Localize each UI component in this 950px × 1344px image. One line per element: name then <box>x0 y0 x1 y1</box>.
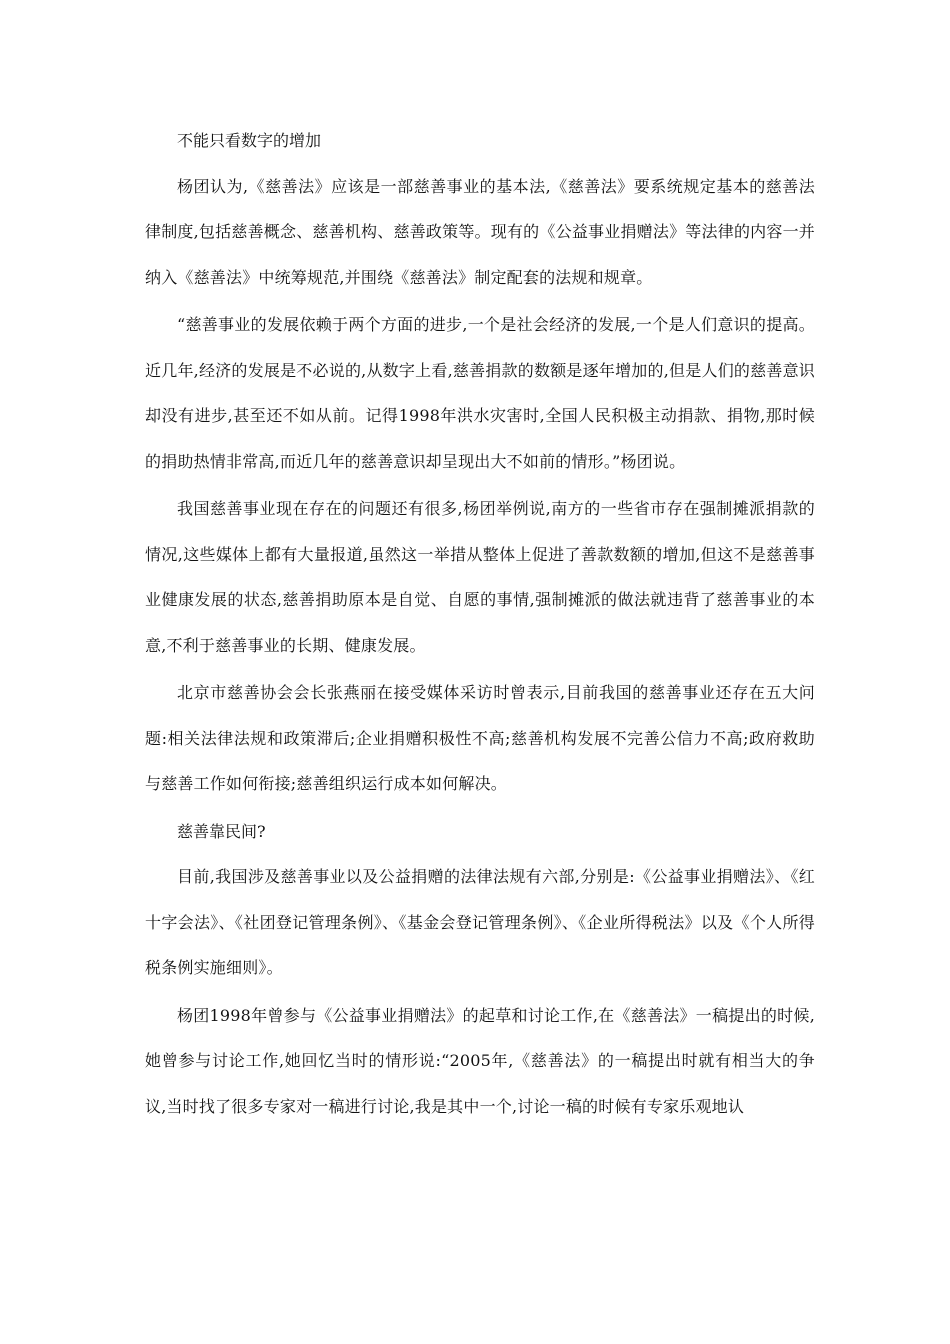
paragraph-six-laws: 目前,我国涉及慈善事业以及公益捐赠的法律法规有六部,分别是:《公益事业捐赠法》、《红十字会法》、《社团登记管理条例》、《基金会登记管理条例》、《企业所得税法》以及《个人所得税条例实施细则》。 <box>145 867 815 977</box>
section-heading-numbers: 不能只看数字的增加 <box>177 131 322 150</box>
paragraph-five-problems: 北京市慈善协会会长张燕丽在接受媒体采访时曾表示,目前我国的慈善事业还存在五大问题:相关法律法规和政策滞后;企业捐赠积极性不高;慈善机构发展不完善公信力不高;政府救助与慈善工作如何衔接;慈善组织运行成本如何解决。 <box>145 683 815 793</box>
paragraph-forced-donations: 我国慈善事业现在存在的问题还有很多,杨团举例说,南方的一些省市存在强制摊派捐款的情况,这些媒体上都有大量报道,虽然这一举措从整体上促进了善款数额的增加,但这不是慈善事业健康发展的状态,慈善捐助原本是自觉、自愿的事情,强制摊派的做法就违背了慈善事业的本意,不利于慈善事业的长期、健康发展。 <box>145 499 815 655</box>
section-heading-civil-charity: 慈善靠民间? <box>177 821 266 841</box>
paragraph-drafting-history: 杨团1998年曾参与《公益事业捐赠法》的起草和讨论工作,在《慈善法》一稿提出的时候,她曾参与讨论工作,她回忆当时的情形说:“2005年,《慈善法》的一稿提出时就有相当大的争议,当时找了很多专家对一稿进行讨论,我是其中一个,讨论一稿的时候有专家乐观地认 <box>145 1005 815 1116</box>
paragraph-charity-law-basic: 杨团认为,《慈善法》应该是一部慈善事业的基本法,《慈善法》要系统规定基本的慈善法律制度,包括慈善概念、慈善机构、慈善政策等。现有的《公益事业捐赠法》等法律的内容一并纳入《慈善法》中统筹规范,并围绕《慈善法》制定配套的法规和规章。 <box>145 176 815 287</box>
paragraph-development-awareness: “慈善事业的发展依赖于两个方面的进步,一个是社会经济的发展,一个是人们意识的提高。近几年,经济的发展是不必说的,从数字上看,慈善捐款的数额是逐年增加的,但是人们的慈善意识却没有进步,甚至还不如从前。记得1998年洪水灾害时,全国人民积极主动捐款、捐物,那时候的捐助热情非常高,而近几年的慈善意识却呈现出大不如前的情形。”杨团说。 <box>145 315 815 471</box>
document-body <box>145 118 815 1131</box>
